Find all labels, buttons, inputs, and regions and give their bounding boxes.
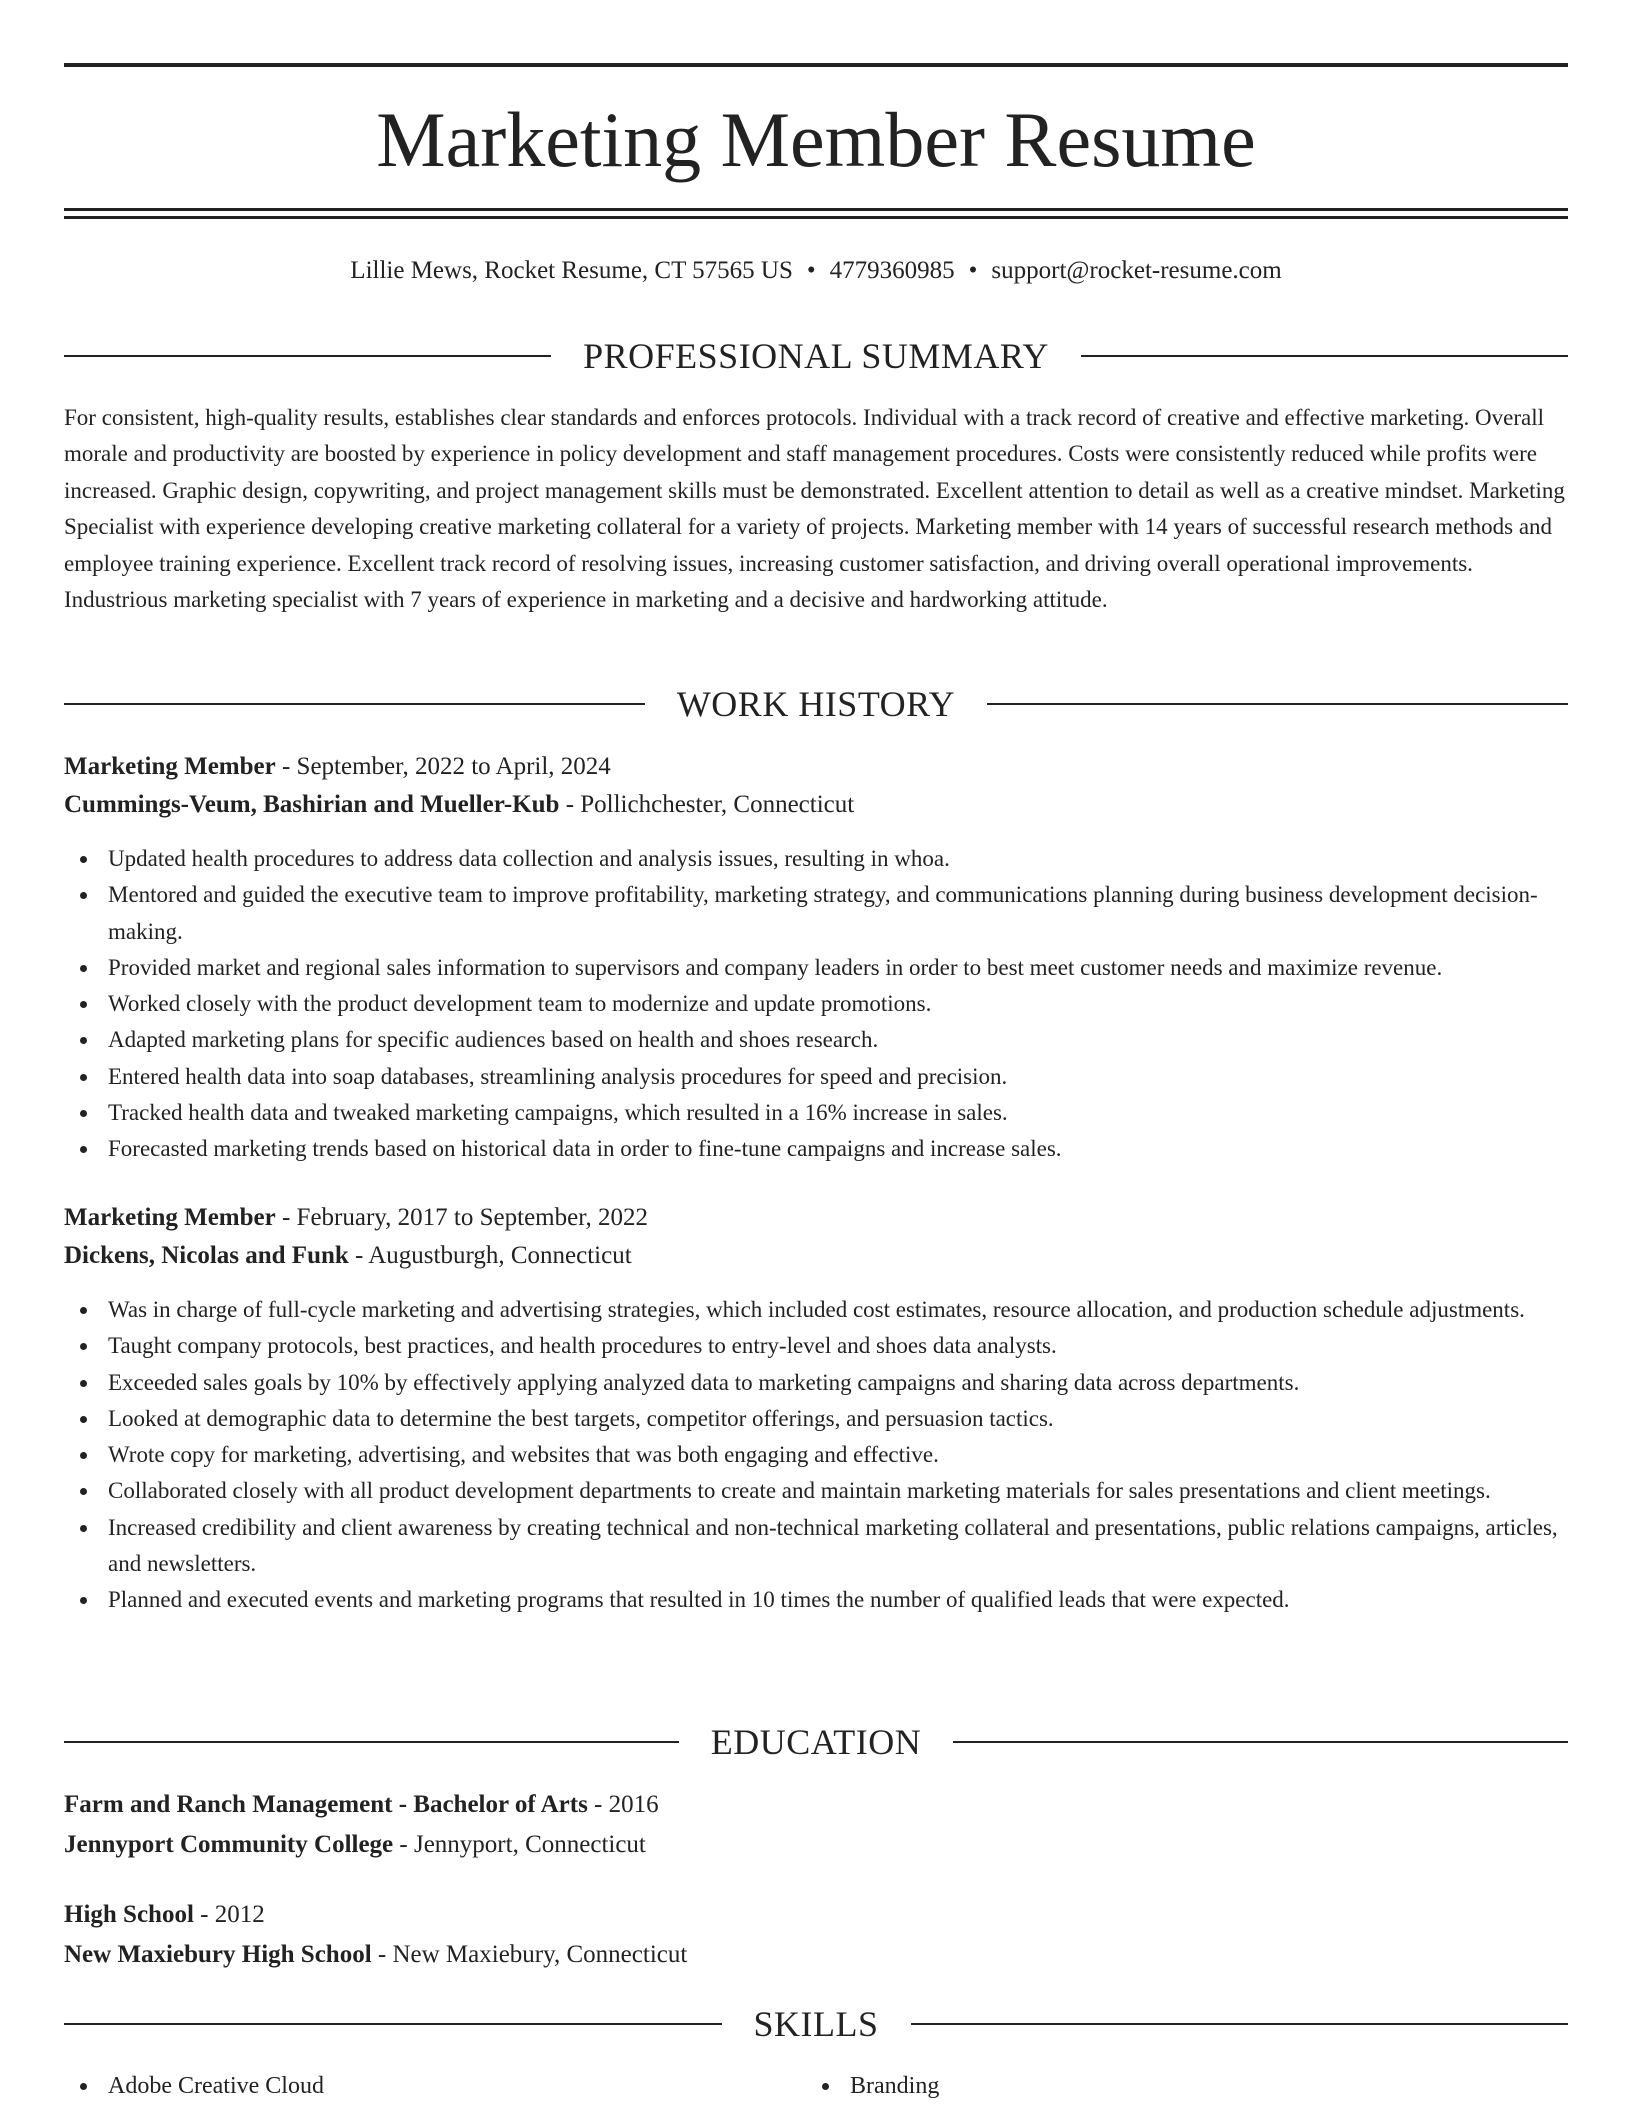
section-title: EDUCATION [710, 1722, 922, 1762]
section-header-summary [64, 334, 1568, 378]
section-rule [64, 703, 645, 705]
section-header-education [64, 1720, 1568, 1764]
education-school-line [64, 1937, 1568, 1973]
list-item: Entered health data into soap databases, streamlining analysis procedures for speed and precision. [108, 1059, 1568, 1095]
list-item: Wrote copy for marketing, advertising, and websites that was both engaging and effective. [108, 1437, 1568, 1473]
education-school: Jennyport Community College [64, 1831, 394, 1858]
education-degree-line [64, 1787, 1568, 1823]
top-rule [64, 63, 1568, 67]
job-dates: - September, 2022 to April, 2024 [275, 753, 611, 780]
job-company-line [64, 787, 1568, 823]
contact-separator: • [968, 257, 978, 284]
job-dates: - February, 2017 to September, 2022 [275, 1204, 649, 1231]
list-item: Worked closely with the product development team to modernize and update promotions. [108, 986, 1568, 1022]
title-rule-upper [64, 208, 1568, 211]
list-item: Updated health procedures to address data collection and analysis issues, resulting in whoa. [108, 841, 1568, 877]
list-item: Forecasted marketing trends based on historical data in order to fine-tune campaigns and increase sales. [108, 1131, 1568, 1167]
education-year: - 2012 [193, 1901, 265, 1928]
skill-item: Adobe Creative Cloud [108, 2068, 806, 2104]
job-company: Cummings-Veum, Bashirian and Mueller-Kub [64, 791, 560, 818]
job-title-line [64, 749, 1568, 785]
section-title: SKILLS [753, 2004, 879, 2044]
section-header-work-history [64, 682, 1568, 726]
section-rule [987, 703, 1568, 705]
list-item: Taught company protocols, best practices, and health procedures to entry-level and shoes data analysts. [108, 1328, 1568, 1364]
education-degree-line [64, 1897, 1568, 1933]
job-location: - Augustburgh, Connecticut [348, 1242, 632, 1269]
list-item: Was in charge of full-cycle marketing and advertising strategies, which included cost estimates, resource allocation, and production schedule adjustments. [108, 1292, 1568, 1328]
list-item: Exceeded sales goals by 10% by effectively applying analyzed data to marketing campaigns and sharing data across departments. [108, 1365, 1568, 1401]
summary-paragraph: For consistent, high-quality results, establishes clear standards and enforces protocols. Individual with a track record of creative and effective marketing. Overall morale and productivity are boosted by experience in policy development and staff management procedures. Costs were consistently reduced while profits were increased. Graphic design, copywriting, and project management skills must be demonstrated. Excellent attention to detail as well as a creative mindset. Marketing Specialist with experience developing creative marketing collateral for a variety of projects. Marketing member with 14 years of successful research methods and employee training experience. Excellent track record of resolving issues, increasing customer satisfaction, and driving overall operational improvements. Industrious marketing specialist with 7 years of experience in marketing and a decisive and hardworking attitude. [64, 405, 1565, 613]
page-title: Marketing Member Resume [376, 96, 1256, 183]
education-degree: High School [64, 1901, 194, 1928]
job-title: Marketing Member [64, 1204, 276, 1231]
education-school: New Maxiebury High School [64, 1941, 372, 1968]
section-title: PROFESSIONAL SUMMARY [583, 336, 1049, 376]
section-rule [953, 1741, 1568, 1743]
section-rule [64, 1741, 679, 1743]
education-school-line [64, 1827, 1568, 1863]
section-rule [64, 355, 551, 357]
skill-item: Branding [850, 2068, 1548, 2104]
list-item: Increased credibility and client awareness by creating technical and non-technical marketing collateral and presentations, public relations campaigns, articles, and newsletters. [108, 1510, 1568, 1583]
job-company-line [64, 1238, 1568, 1274]
contact-separator: • [806, 257, 816, 284]
education-location: - New Maxiebury, Connecticut [371, 1941, 688, 1968]
job-location: - Pollichchester, Connecticut [559, 791, 855, 818]
list-item: Looked at demographic data to determine the best targets, competitor offerings, and persuasion tactics. [108, 1401, 1568, 1437]
list-item: Planned and executed events and marketing programs that resulted in 10 times the number of qualified leads that were expected. [108, 1582, 1568, 1618]
education-location: - Jennyport, Connecticut [393, 1831, 646, 1858]
section-header-skills [64, 2002, 1568, 2046]
section-rule [64, 2023, 722, 2025]
job-title-line [64, 1200, 1568, 1236]
contact-email: support@rocket-resume.com [991, 257, 1282, 284]
skills-column [64, 2068, 806, 2104]
job-bullets [64, 841, 1568, 1168]
section-rule [911, 2023, 1569, 2025]
list-item: Adapted marketing plans for specific audiences based on health and shoes research. [108, 1022, 1568, 1058]
list-item: Provided market and regional sales information to supervisors and company leaders in order to best meet customer needs and maximize revenue. [108, 950, 1568, 986]
job-company: Dickens, Nicolas and Funk [64, 1242, 349, 1269]
job-title: Marketing Member [64, 753, 276, 780]
education-degree: Farm and Ranch Management - Bachelor of Arts [64, 1791, 588, 1818]
contact-address: Lillie Mews, Rocket Resume, CT 57565 US [350, 257, 793, 284]
section-rule [1081, 355, 1568, 357]
skills-list [64, 2068, 1568, 2104]
list-item: Tracked health data and tweaked marketing campaigns, which resulted in a 16% increase in sales. [108, 1095, 1568, 1131]
list-item: Collaborated closely with all product development departments to create and maintain marketing materials for sales presentations and client meetings. [108, 1473, 1568, 1509]
skills-column [806, 2068, 1548, 2104]
title-rule-lower [64, 216, 1568, 219]
contact-line [64, 254, 1568, 288]
education-year: - 2016 [587, 1791, 659, 1818]
contact-phone: 4779360985 [829, 257, 955, 284]
job-bullets [64, 1292, 1568, 1619]
section-title: WORK HISTORY [676, 684, 956, 724]
list-item: Mentored and guided the executive team to improve profitability, marketing strategy, and communications planning during business development decision-making. [108, 877, 1568, 950]
